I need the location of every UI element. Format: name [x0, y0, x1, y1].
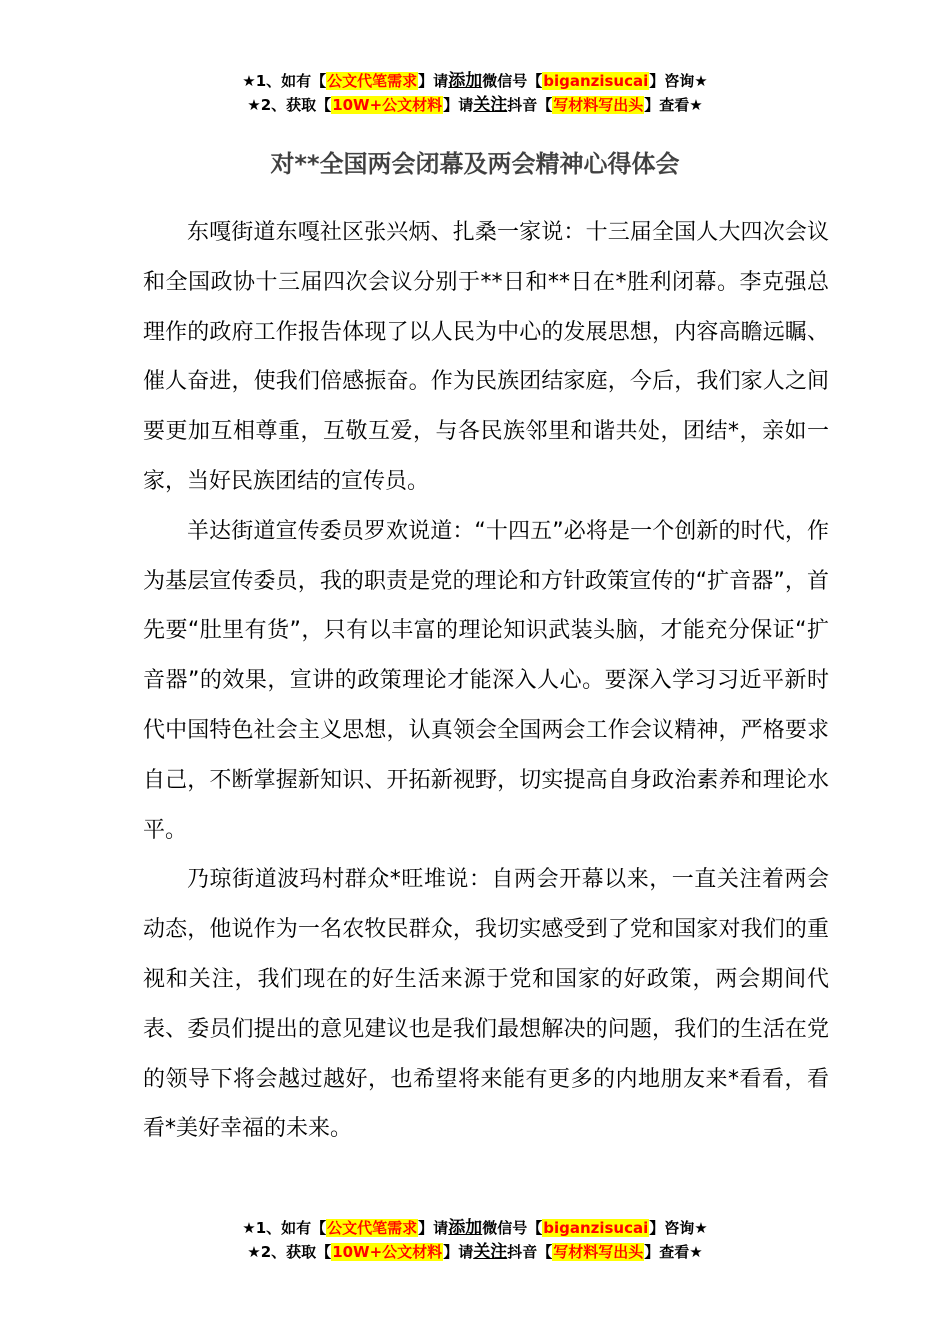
- paragraph-3: 乃琼街道波玛村群众*旺堆说：自两会开幕以来，一直关注着两会动态，他说作为一名农牧民群众，我切实感受到了党和国家对我们的重视和关注，我们现在的好生活来源于党和国家的好政策，两会期间代表、委员们提出的意见建议也是我们最想解决的问题，我们的生活在党的领导下将会越过越好，也希望将来能有更多的内地朋友来*看看，看看*美好幸福的未来。: [143, 867, 829, 1142]
- promo-line-1-prefix: ★1、如有【: [242, 72, 327, 90]
- promo-line-2-prefix: ★2、获取【: [247, 96, 332, 114]
- promo-line-2-text: 】请: [443, 96, 474, 114]
- document-title: 对**全国两会闭幕及两会精神心得体会: [270, 150, 680, 178]
- promo-line-1-highlight-wechat: biganzisucai: [543, 1219, 649, 1237]
- promo-line-2-highlight-materials: 10W+公文材料: [332, 96, 443, 114]
- promo-line-1-emphasis: 添加: [448, 71, 483, 91]
- promo-line-2-text-2: 抖音【: [507, 96, 553, 114]
- promo-line-2-text-2: 抖音【: [507, 1243, 553, 1261]
- paragraph-1: 东嘎街道东嘎社区张兴炳、扎桑一家说：十三届全国人大四次会议和全国政协十三届四次会议分别于**日和**日在*胜利闭幕。李克强总理作的政府工作报告体现了以人民为中心的发展思想，内容高瞻远瞩、催人奋进，使我们倍感振奋。作为民族团结家庭，今后，我们家人之间要更加互相尊重，互敬互爱，与各民族邻里和谐共处，团结*，亲如一家，当好民族团结的宣传员。: [143, 220, 829, 494]
- promo-line-2-text: 】请: [443, 1243, 474, 1261]
- promo-line-1: [0, 69, 950, 93]
- promo-line-2-emphasis: 关注: [473, 1242, 508, 1262]
- promo-line-1-prefix: ★1、如有【: [242, 1219, 327, 1237]
- promo-line-1-text: 】请: [418, 1219, 449, 1237]
- promo-line-1-highlight-service: 公文代笔需求: [327, 1219, 418, 1237]
- promo-line-1-highlight-wechat: biganzisucai: [543, 72, 649, 90]
- promo-line-2: [0, 93, 950, 117]
- paragraph-2: 羊达街道宣传委员罗欢说道：“十四五”必将是一个创新的时代，作为基层宣传委员，我的职责是党的理论和方针政策宣传的“扩音器”，首先要“肚里有货”，只有以丰富的理论知识武装头脑，才能充分保证“扩音器”的效果，宣讲的政策理论才能深入人心。要深入学习习近平新时代中国特色社会主义思想，认真领会全国两会工作会议精神，严格要求自己，不断掌握新知识、开拓新视野，切实提高自身政治素养和理论水平。: [143, 518, 829, 843]
- promo-line-1-emphasis: 添加: [448, 1218, 483, 1238]
- promo-line-1-text: 】请: [418, 72, 449, 90]
- promo-line-1-suffix: 】咨询★: [649, 1219, 708, 1237]
- promo-line-1: [0, 1216, 950, 1240]
- promo-line-1-text-2: 微信号【: [482, 72, 543, 90]
- promo-line-2-highlight-douyin: 写材料写出头: [553, 1243, 644, 1261]
- promo-line-1-highlight-service: 公文代笔需求: [327, 72, 418, 90]
- promo-line-2-prefix: ★2、获取【: [247, 1243, 332, 1261]
- document-body: [143, 208, 829, 1154]
- promo-line-2-highlight-douyin: 写材料写出头: [553, 96, 644, 114]
- promo-line-2: [0, 1240, 950, 1264]
- header-promo-banner: [0, 69, 950, 117]
- promo-line-1-suffix: 】咨询★: [649, 72, 708, 90]
- promo-line-2-highlight-materials: 10W+公文材料: [332, 1243, 443, 1261]
- promo-line-2-suffix: 】查看★: [644, 1243, 703, 1261]
- promo-line-1-text-2: 微信号【: [482, 1219, 543, 1237]
- promo-line-2-suffix: 】查看★: [644, 96, 703, 114]
- footer-promo-banner: [0, 1216, 950, 1264]
- promo-line-2-emphasis: 关注: [473, 95, 508, 115]
